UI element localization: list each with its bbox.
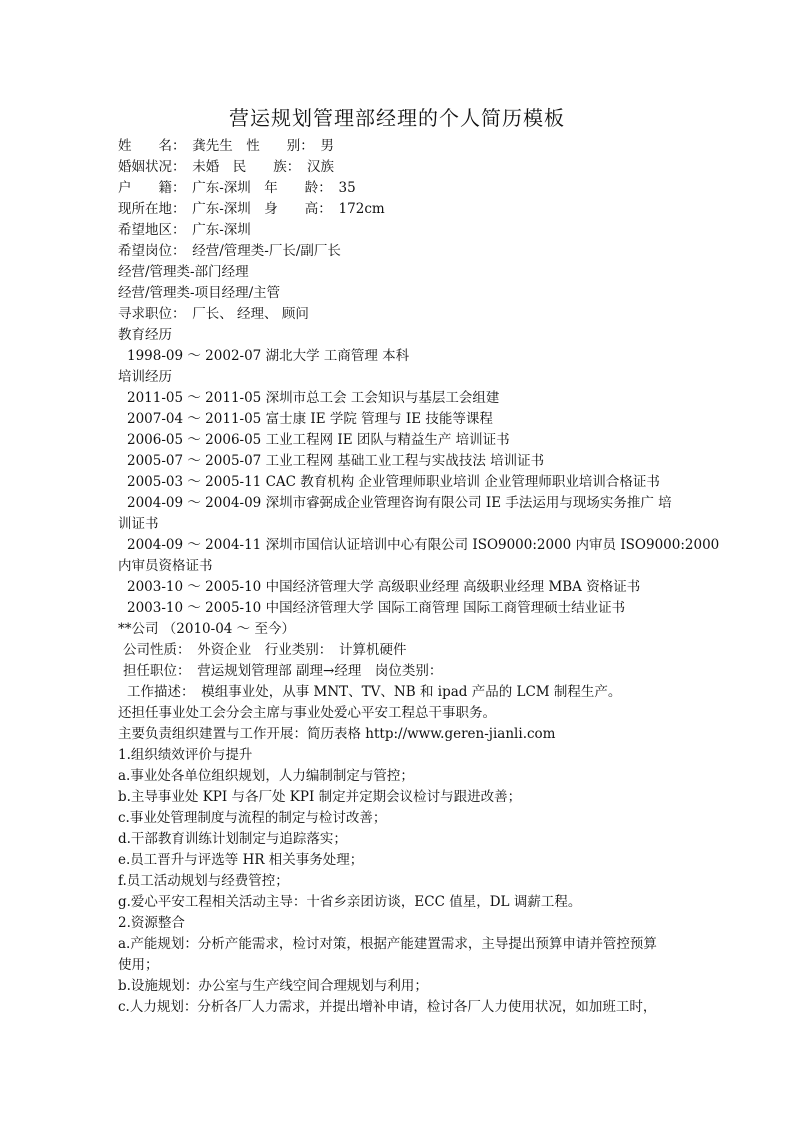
text-line: 使用； [118,957,159,973]
text-line: 2.资源整合 [118,915,185,931]
text-line: 婚姻状况： 未婚 民 族： 汉族 [118,159,334,175]
text-line: b.设施规划：办公室与生产线空间合理规划与利用； [118,978,428,994]
text-line: **公司 （2010-04 ～ 至今） [118,621,295,637]
text-line: 主要负责组织建置与工作开展：简历表格 http://www.geren-jianli.com [118,726,556,742]
text-line: 2004-09 ～ 2004-09 深圳市睿弼成企业管理咨询有限公司 IE 手法运用与现场实务推广 培 [127,495,672,511]
text-line: 2007-04 ～ 2011-05 富士康 IE 学院 管理与 IE 技能等课程 [127,411,493,427]
text-line: c.人力规划：分析各厂人力需求，并提出增补申请，检讨各厂人力使用状况，如加班工时， [118,999,657,1015]
text-line: 2004-09 ～ 2004-11 深圳市国信认证培训中心有限公司 ISO9000:2000 内审员 ISO9000:2000 [127,537,720,553]
text-line: 2005-03 ～ 2005-11 CAC 教育机构 企业管理师职业培训 企业管理师职业培训合格证书 [127,474,660,490]
text-line: 培训经历 [118,369,172,385]
text-line: g.爱心平安工程相关活动主导：十省乡亲团访谈，ECC 值星，DL 调薪工程。 [118,894,582,910]
text-line: 公司性质： 外资企业 行业类别： 计算机硬件 [123,642,407,658]
text-line: 经营/管理类-项目经理/主管 [118,285,281,301]
text-line: a.事业处各单位组织规划，人力编制制定与管控； [118,768,414,784]
text-line: 担任职位： 营运规划管理部 副理→经理 岗位类别： [123,663,443,679]
text-line: a.产能规划：分析产能需求，检讨对策，根据产能建置需求，主导提出预算申请并管控预算 [118,936,657,952]
text-line: 2003-10 ～ 2005-10 中国经济管理大学 高级职业经理 高级职业经理 MBA 资格证书 [127,579,641,595]
page-title: 营运规划管理部经理的个人简历模板 [229,106,565,130]
text-line: 训证书 [118,516,159,532]
text-line: 希望地区： 广东-深圳 [118,222,251,238]
text-line: d.干部教育训练计划制定与追踪落实； [118,831,347,847]
text-line: 教育经历 [118,327,172,343]
text-line: 希望岗位： 经营/管理类-厂长/副厂长 [118,243,341,259]
text-line: 姓 名： 龚先生 性 别： 男 [118,138,334,154]
text-line: 2003-10 ～ 2005-10 中国经济管理大学 国际工商管理 国际工商管理硕士结业证书 [127,600,626,616]
text-line: 工作描述： 模组事业处，从事 MNT、TV、NB 和 ipad 产品的 LCM 制程生产。 [127,684,622,700]
text-line: 户 籍： 广东-深圳 年 龄： 35 [118,180,356,196]
text-line: 2005-07 ～ 2005-07 工业工程网 基础工业工程与实战技法 培训证书 [127,453,545,469]
resume-body [118,136,720,1018]
text-line: 1998-09 ～ 2002-07 湖北大学 工商管理 本科 [127,348,410,364]
text-line: 现所在地： 广东-深圳 身 高： 172cm [118,201,385,217]
text-line: 1.组织绩效评价与提升 [118,747,253,763]
text-line: 内审员资格证书 [118,558,213,574]
text-line: f.员工活动规划与经费管控； [118,873,289,889]
text-line: 2006-05 ～ 2006-05 工业工程网 IE 团队与精益生产 培训证书 [127,432,510,448]
text-line: 2011-05 ～ 2011-05 深圳市总工会 工会知识与基层工会组建 [127,390,500,406]
text-line: 还担任事业处工会分会主席与事业处爱心平安工程总干事职务。 [118,705,496,721]
text-line: c.事业处管理制度与流程的制定与检讨改善； [118,810,387,826]
text-line: b.主导事业处 KPI 与各厂处 KPI 制定并定期会议检讨与跟进改善； [118,789,522,805]
text-line: 寻求职位： 厂长、 经理、 顾问 [118,306,309,322]
text-line: e.员工晋升与评选等 HR 相关事务处理； [118,852,364,868]
text-line: 经营/管理类-部门经理 [118,264,249,280]
